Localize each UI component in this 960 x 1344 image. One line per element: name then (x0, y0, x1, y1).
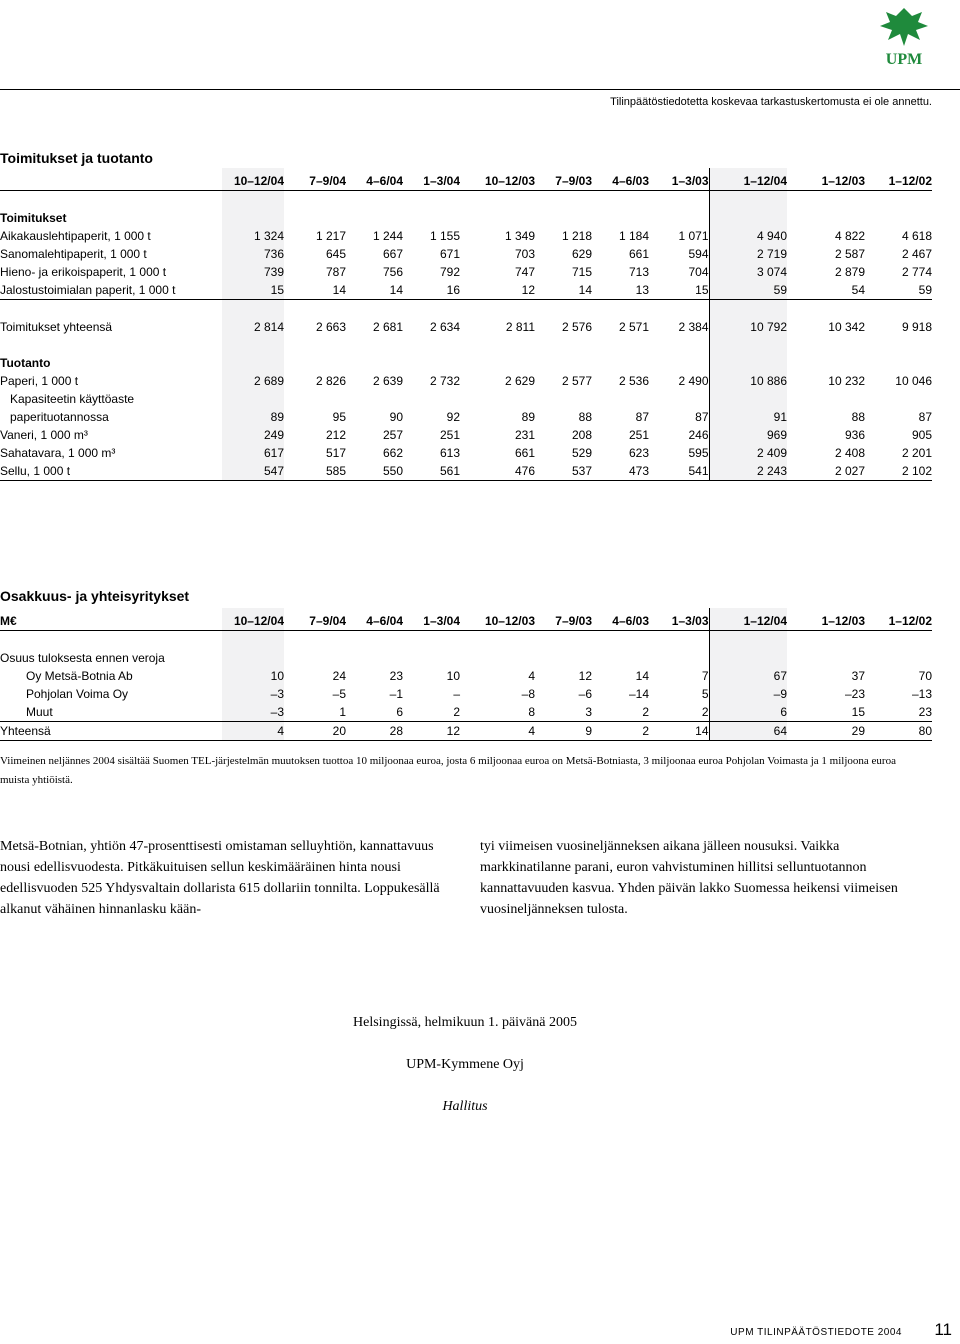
upm-logo (876, 4, 932, 68)
table-cell: 4 822 (834, 229, 865, 243)
table-cell: 10 792 (709, 318, 787, 336)
table-cell: 661 (514, 446, 535, 460)
table-cell: 2 536 (618, 374, 649, 388)
table-cell: 14 (649, 722, 709, 741)
table-cell: 95 (332, 410, 346, 424)
table-cell (535, 390, 592, 408)
row-label: paperituotannossa (10, 410, 109, 424)
deliveries-production-table (0, 168, 932, 481)
row-label: Sahatavara, 1 000 m³ (0, 446, 116, 460)
table-cell: 703 (514, 247, 535, 261)
table-cell: 1 218 (561, 229, 592, 243)
table-cell: 473 (592, 462, 649, 481)
table-cell: 10 232 (828, 374, 865, 388)
table-cell: 4 618 (901, 229, 932, 243)
column-header: 10–12/04 (222, 608, 284, 631)
table-cell: 645 (325, 247, 346, 261)
group-title: Toimitukset (0, 211, 67, 225)
table-cell: 736 (222, 245, 284, 263)
table-cell: 231 (514, 428, 535, 442)
table-cell: 249 (222, 426, 284, 444)
table-cell: 87 (918, 410, 932, 424)
table-cell: 2 681 (372, 320, 403, 334)
table-cell: 715 (571, 265, 592, 279)
header-rule (0, 89, 960, 90)
table-cell: 2 689 (222, 372, 284, 390)
table-cell: 2 (649, 703, 709, 722)
table-cell: 14 (346, 281, 403, 300)
column-header: 1–12/03 (787, 608, 865, 631)
table-cell: 2 102 (865, 462, 932, 481)
associates-table (0, 608, 932, 741)
table-cell: 713 (628, 265, 649, 279)
deliveries-rows (0, 227, 932, 300)
griffin-icon (876, 4, 932, 68)
table-row (0, 245, 932, 263)
table-cell: 585 (284, 462, 346, 481)
table-cell: –9 (709, 685, 787, 703)
body-column-1: Metsä-Botnian, yhtiön 47-prosenttisesti omistaman selluyhtiön, kannattavuus nousi edellisvuodesta. Pitkäkuituisen sellun keskimääräinen hinta nousi edellisvuoden 525 Yhdysvaltain dollarista 615 dollariin tonnilta. Loppukesällä alkanut vähäinen hinnanlasku kään- (0, 839, 440, 917)
table-cell: 476 (460, 462, 535, 481)
table-cell: 787 (325, 265, 346, 279)
table-cell: 8 (460, 703, 535, 722)
table-cell: 613 (439, 446, 460, 460)
table-cell: 2 408 (834, 446, 865, 460)
row-label: Sanomalehtipaperit, 1 000 t (0, 247, 147, 261)
table-cell (403, 390, 460, 408)
table-cell: 208 (571, 428, 592, 442)
table-cell: 13 (592, 281, 649, 300)
table-cell: 537 (535, 462, 592, 481)
row-label: Aikakauslehtipaperit, 1 000 t (0, 229, 151, 243)
row-label: Oy Metsä-Botnia Ab (26, 669, 133, 683)
table-cell: 547 (222, 462, 284, 481)
table-cell: 15 (222, 281, 284, 300)
table-cell (592, 390, 649, 408)
row-label: Paperi, 1 000 t (0, 374, 79, 388)
table-cell: 667 (382, 247, 403, 261)
table-cell: 704 (688, 265, 709, 279)
signature-board: Hallitus (442, 1099, 488, 1114)
table-cell: 87 (695, 410, 709, 424)
group-title-row (0, 649, 932, 667)
table-cell (284, 390, 346, 408)
footnote: Viimeinen neljännes 2004 sisältää Suomen TEL-järjestelmän muutoksen tuottoa 10 miljoonaa euroa, josta 6 miljoonaa euroa on Metsä-Botniasta, 3 miljoonaa euroa Pohjolan Voimasta ja 1 miljoona euroa muista yhtiöistä. (0, 755, 896, 786)
table-cell: 2 (403, 703, 460, 722)
table-cell: –5 (332, 687, 346, 701)
table-cell: 12 (403, 722, 460, 741)
column-header: 1–12/04 (709, 168, 787, 191)
table-cell: 14 (635, 669, 649, 683)
table-cell: 14 (284, 281, 346, 300)
table-cell: –6 (578, 687, 592, 701)
table-cell: 12 (460, 281, 535, 300)
table-cell (346, 390, 403, 408)
column-header: 7–9/04 (284, 608, 346, 631)
table-cell: 517 (325, 446, 346, 460)
table-cell: 2 201 (901, 446, 932, 460)
column-header: 1–12/04 (709, 608, 787, 631)
table-cell: 1 324 (222, 227, 284, 245)
table-cell: 594 (688, 247, 709, 261)
table-cell: 92 (446, 410, 460, 424)
table-cell: – (453, 687, 460, 701)
column-header: 7–9/04 (284, 168, 346, 191)
table-cell: 2 719 (709, 245, 787, 263)
table-cell: 91 (709, 408, 787, 426)
total-row (0, 722, 932, 741)
table-cell: –8 (521, 687, 535, 701)
disclaimer: Tilinpäätöstiedotetta koskevaa tarkastuskertomusta ei ole annettu. (610, 96, 932, 108)
signature-place-date: Helsingissä, helmikuun 1. päivänä 2005 (353, 1015, 577, 1030)
table-cell: 2 879 (834, 265, 865, 279)
table-cell (222, 390, 284, 408)
table-cell: 747 (514, 265, 535, 279)
table-cell: 251 (628, 428, 649, 442)
table-cell: –3 (222, 685, 284, 703)
table-cell: 5 (701, 687, 709, 701)
table-row (0, 685, 932, 703)
column-header: 4–6/03 (592, 168, 649, 191)
column-header: 1–12/02 (865, 608, 932, 631)
table-cell: 792 (439, 265, 460, 279)
table-cell: 1 184 (618, 229, 649, 243)
table-cell: 2 814 (222, 318, 284, 336)
column-header: 1–3/03 (649, 168, 709, 191)
table-cell: 89 (222, 408, 284, 426)
table-cell: 1 155 (429, 229, 460, 243)
column-header: 4–6/04 (346, 168, 403, 191)
table-cell: 595 (688, 446, 709, 460)
table-cell: 3 (535, 703, 592, 722)
table-cell: 623 (628, 446, 649, 460)
row-label: Hieno- ja erikoispaperit, 1 000 t (0, 265, 167, 279)
table-cell: 89 (521, 410, 535, 424)
row-label: Vaneri, 1 000 m³ (0, 428, 88, 442)
table-cell: 246 (688, 428, 709, 442)
table-header-row (0, 168, 932, 191)
table-cell: 10 886 (709, 372, 787, 390)
table-cell: 9 (535, 722, 592, 741)
production-rows (0, 372, 932, 481)
table-cell: 969 (709, 426, 787, 444)
table-cell: 10 342 (828, 320, 865, 334)
group-title-row (0, 209, 932, 227)
table-cell: 2 (592, 703, 649, 722)
table-cell: 2 576 (561, 320, 592, 334)
column-header: 10–12/03 (460, 608, 535, 631)
column-header: 7–9/03 (535, 168, 592, 191)
table-row (0, 263, 932, 281)
table-cell: 23 (389, 669, 403, 683)
table-cell: 1 (284, 703, 346, 722)
table-cell: 2 663 (315, 320, 346, 334)
body-column-2: tyi viimeisen vuosineljänneksen aikana jälleen nousuksi. Vaikka markkinatilanne parani, euron vahvistuminen hillitsi selluntuotannon kannattavuuden kasvua. Yhden päivän lakko Suomessa heikensi viimeisen vuosineljänneksen tulosta. (480, 839, 898, 917)
unit-label: M€ (0, 608, 222, 631)
table-cell: 936 (844, 428, 865, 442)
table-row (0, 703, 932, 722)
table-row (0, 372, 932, 390)
table-cell (649, 390, 709, 408)
column-header: 1–3/04 (403, 608, 460, 631)
table-cell: 617 (222, 444, 284, 462)
table-cell: 90 (389, 410, 403, 424)
group-title: Osuus tuloksesta ennen veroja (0, 651, 165, 665)
table-cell: 10 046 (895, 374, 932, 388)
table-cell: 88 (851, 410, 865, 424)
table-cell: 87 (635, 410, 649, 424)
table-cell: 16 (403, 281, 460, 300)
section1-title: Toimitukset ja tuotanto (0, 150, 153, 166)
table-cell: 24 (332, 669, 346, 683)
column-header: 1–3/03 (649, 608, 709, 631)
table-cell: 662 (382, 446, 403, 460)
table-cell: 4 (222, 722, 284, 741)
table-cell: 67 (709, 667, 787, 685)
column-header: 1–12/03 (787, 168, 865, 191)
table-cell: 3 074 (709, 263, 787, 281)
table-cell: 2 384 (678, 320, 709, 334)
table-cell: 88 (578, 410, 592, 424)
table-cell: 28 (346, 722, 403, 741)
table-row (0, 281, 932, 300)
table-row (0, 390, 932, 408)
table-cell: 905 (911, 428, 932, 442)
table-cell: 15 (649, 281, 709, 300)
associates-rows (0, 667, 932, 722)
table-cell: 59 (709, 281, 787, 300)
table-cell: 2 027 (787, 462, 865, 481)
table-cell: –14 (628, 687, 649, 701)
signature-company: UPM-Kymmene Oyj (406, 1057, 524, 1072)
table-cell: 529 (571, 446, 592, 460)
table-cell: 1 349 (504, 229, 535, 243)
total-row (0, 318, 932, 336)
table-cell: 4 (460, 722, 535, 741)
table-cell: 2 732 (429, 374, 460, 388)
table-cell: 1 244 (372, 229, 403, 243)
table-cell: 14 (535, 281, 592, 300)
table-cell: 756 (382, 265, 403, 279)
table-cell: 2 490 (678, 374, 709, 388)
table-cell: 10 (222, 667, 284, 685)
row-label: Muut (0, 703, 222, 722)
table-cell: –1 (389, 687, 403, 701)
table-cell: 212 (325, 428, 346, 442)
column-header: 10–12/03 (460, 168, 535, 191)
table-row (0, 667, 932, 685)
table-cell: –23 (844, 687, 865, 701)
table-cell: 64 (709, 722, 787, 741)
table-cell: 671 (439, 247, 460, 261)
table-cell: 2 774 (901, 265, 932, 279)
table-cell: 6 (346, 703, 403, 722)
table-cell: 70 (918, 669, 932, 683)
table-cell: 2 571 (618, 320, 649, 334)
table-cell: 7 (701, 669, 709, 683)
table-row (0, 408, 932, 426)
column-header: 4–6/03 (592, 608, 649, 631)
group-title-row (0, 354, 932, 372)
table-cell (865, 390, 932, 408)
table-cell: 4 940 (709, 227, 787, 245)
table-cell: 2 826 (315, 374, 346, 388)
table-row (0, 444, 932, 462)
table-cell: 2 634 (429, 320, 460, 334)
page-number: 11 (934, 1320, 952, 1339)
table-cell: 1 217 (315, 229, 346, 243)
table-row (0, 227, 932, 245)
row-label: Yhteensä (0, 722, 222, 741)
table-cell: 2 639 (372, 374, 403, 388)
table-cell: 4 (528, 669, 535, 683)
table-cell: 2 467 (901, 247, 932, 261)
column-header: 1–12/02 (865, 168, 932, 191)
table-cell: 20 (284, 722, 346, 741)
table-cell: 2 409 (709, 444, 787, 462)
section2-title: Osakkuus- ja yhteisyritykset (0, 588, 190, 604)
row-label: Toimitukset yhteensä (0, 320, 113, 334)
table-cell: 541 (649, 462, 709, 481)
table-cell: 561 (403, 462, 460, 481)
table-cell: 550 (346, 462, 403, 481)
table-cell: 23 (865, 703, 932, 722)
row-label: Jalostustoimialan paperit, 1 000 t (0, 281, 222, 300)
table-cell: 1 071 (678, 229, 709, 243)
table-cell: 2 629 (504, 374, 535, 388)
table-cell: 37 (851, 669, 865, 683)
row-label: Sellu, 1 000 t (0, 462, 222, 481)
row-label: Kapasiteetin käyttöaste (10, 392, 135, 406)
table-cell: 12 (578, 669, 592, 683)
table-header-row (0, 608, 932, 631)
table-row (0, 426, 932, 444)
table-cell: 2 811 (505, 320, 535, 334)
column-header: 4–6/04 (346, 608, 403, 631)
associates-total (0, 722, 932, 741)
table-cell: –3 (222, 703, 284, 722)
table-cell (460, 390, 535, 408)
table-cell: 59 (865, 281, 932, 300)
table-cell: –13 (911, 687, 932, 701)
column-header: 1–3/04 (403, 168, 460, 191)
table-cell: 2 587 (834, 247, 865, 261)
table-cell: 15 (787, 703, 865, 722)
table-cell: 2 (592, 722, 649, 741)
column-header: 10–12/04 (222, 168, 284, 191)
table-cell: 29 (787, 722, 865, 741)
table-row (0, 462, 932, 481)
table-cell: 2 577 (561, 374, 592, 388)
logo-text: UPM (885, 51, 923, 68)
table-cell: 661 (628, 247, 649, 261)
table-cell: 257 (382, 428, 403, 442)
table-cell: 2 243 (709, 462, 787, 481)
table-cell: 80 (865, 722, 932, 741)
table-cell (787, 390, 865, 408)
footer-title: UPM TILINPÄÄTÖSTIEDOTE 2004 (730, 1327, 902, 1338)
table-cell: 629 (571, 247, 592, 261)
table-cell: 54 (787, 281, 865, 300)
table-cell: 10 (446, 669, 460, 683)
table-cell: 739 (222, 263, 284, 281)
column-header: 7–9/03 (535, 608, 592, 631)
table-cell: 9 918 (901, 320, 932, 334)
table-cell (709, 390, 787, 408)
table-cell: 6 (709, 703, 787, 722)
row-label: Pohjolan Voima Oy (26, 687, 129, 701)
table-cell: 251 (439, 428, 460, 442)
group-title: Tuotanto (0, 356, 51, 370)
deliveries-total (0, 318, 932, 336)
